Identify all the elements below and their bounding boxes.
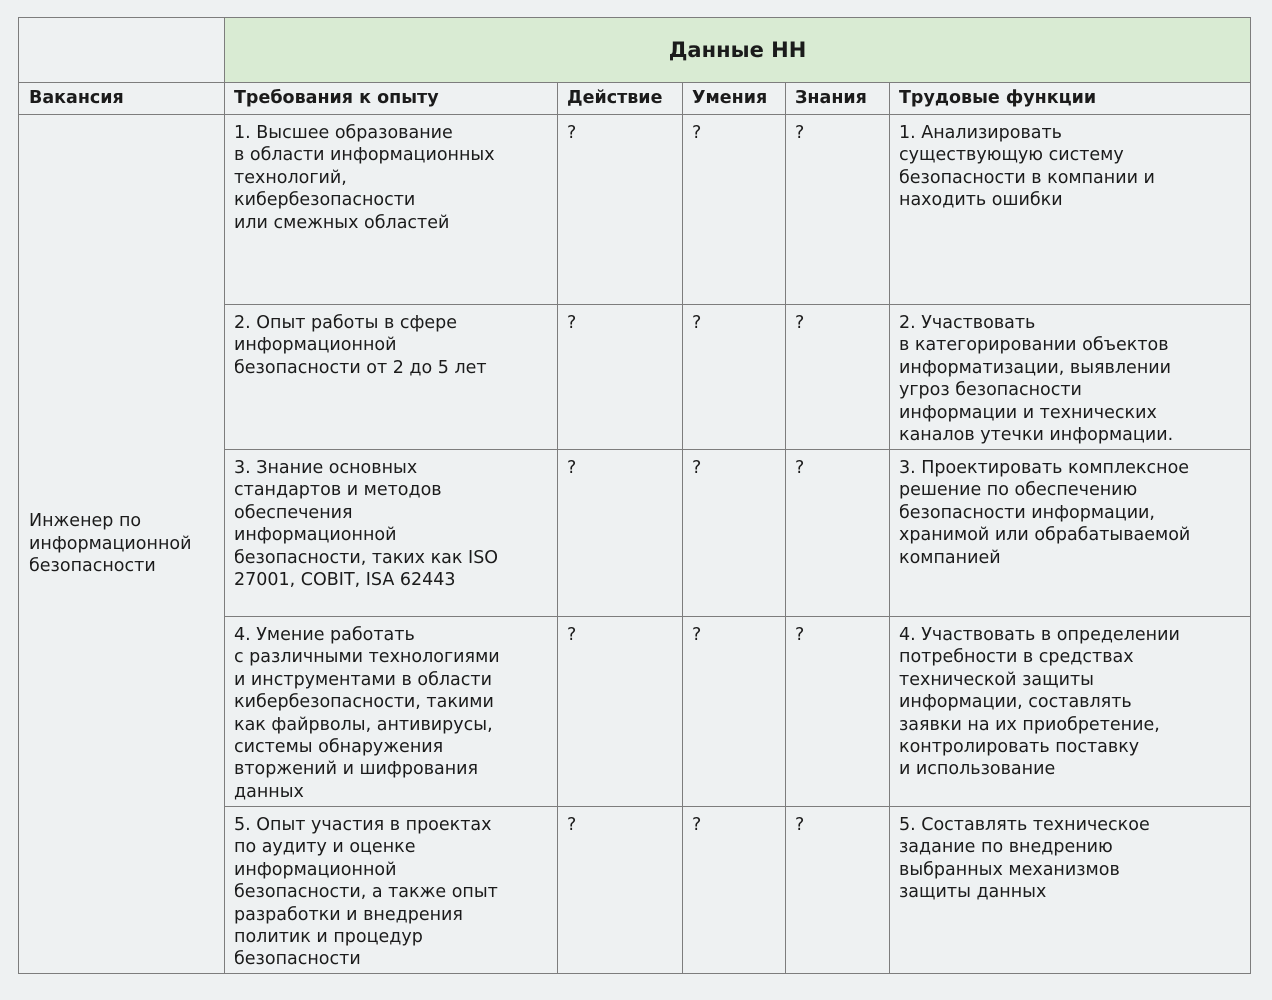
- knowledge-cell: ?: [786, 450, 890, 617]
- header-requirements: Требования к опыту: [225, 83, 558, 115]
- header-action: Действие: [558, 83, 683, 115]
- requirement-cell: 4. Умение работать с различными технологиями и инструментами в области кибербезопасности, такими как файрволы, антивирусы, системы обнаружения вторжений и шифрования данных: [225, 617, 558, 807]
- table-row: [19, 115, 1251, 305]
- skill-cell: ?: [683, 617, 786, 807]
- skill-cell: ?: [683, 450, 786, 617]
- action-cell: ?: [558, 115, 683, 305]
- skill-cell: ?: [683, 807, 786, 974]
- knowledge-cell: ?: [786, 305, 890, 450]
- header-functions: Трудовые функции: [890, 83, 1251, 115]
- vacancy-analysis-table: [18, 17, 1251, 974]
- function-cell: 2. Участвовать в категорировании объектов информатизации, выявлении угроз безопасности информации и технических каналов утечки информации.: [890, 305, 1251, 450]
- requirement-cell: 2. Опыт работы в сфере информационной безопасности от 2 до 5 лет: [225, 305, 558, 450]
- requirement-cell: 1. Высшее образование в области информационных технологий, кибербезопасности или смежных областей: [225, 115, 558, 305]
- knowledge-cell: ?: [786, 115, 890, 305]
- header-row: [19, 83, 1251, 115]
- function-cell: 1. Анализировать существующую систему безопасности в компании и находить ошибки: [890, 115, 1251, 305]
- action-cell: ?: [558, 450, 683, 617]
- vacancy-cell: Инженер по информационной безопасности: [19, 115, 225, 974]
- function-cell: 5. Составлять техническое задание по внедрению выбранных механизмов защиты данных: [890, 807, 1251, 974]
- title-row: [19, 18, 1251, 83]
- function-cell: 3. Проектировать комплексное решение по обеспечению безопасности информации, хранимой или обрабатываемой компанией: [890, 450, 1251, 617]
- action-cell: ?: [558, 617, 683, 807]
- action-cell: ?: [558, 305, 683, 450]
- requirement-cell: 5. Опыт участия в проектах по аудиту и оценке информационной безопасности, а также опыт разработки и внедрения политик и процедур безопасности: [225, 807, 558, 974]
- skill-cell: ?: [683, 305, 786, 450]
- header-skills: Умения: [683, 83, 786, 115]
- knowledge-cell: ?: [786, 807, 890, 974]
- action-cell: ?: [558, 807, 683, 974]
- header-knowledge: Знания: [786, 83, 890, 115]
- knowledge-cell: ?: [786, 617, 890, 807]
- skill-cell: ?: [683, 115, 786, 305]
- empty-corner-cell: [19, 18, 225, 83]
- requirement-cell: 3. Знание основных стандартов и методов обеспечения информационной безопасности, таких как ISO 27001, COBIT, ISA 62443: [225, 450, 558, 617]
- header-vacancy: Вакансия: [19, 83, 225, 115]
- document-page: [18, 17, 1250, 974]
- function-cell: 4. Участвовать в определении потребности в средствах технической защиты информации, составлять заявки на их приобретение, контролировать поставку и использование: [890, 617, 1251, 807]
- table-title: Данные HH: [225, 18, 1251, 83]
